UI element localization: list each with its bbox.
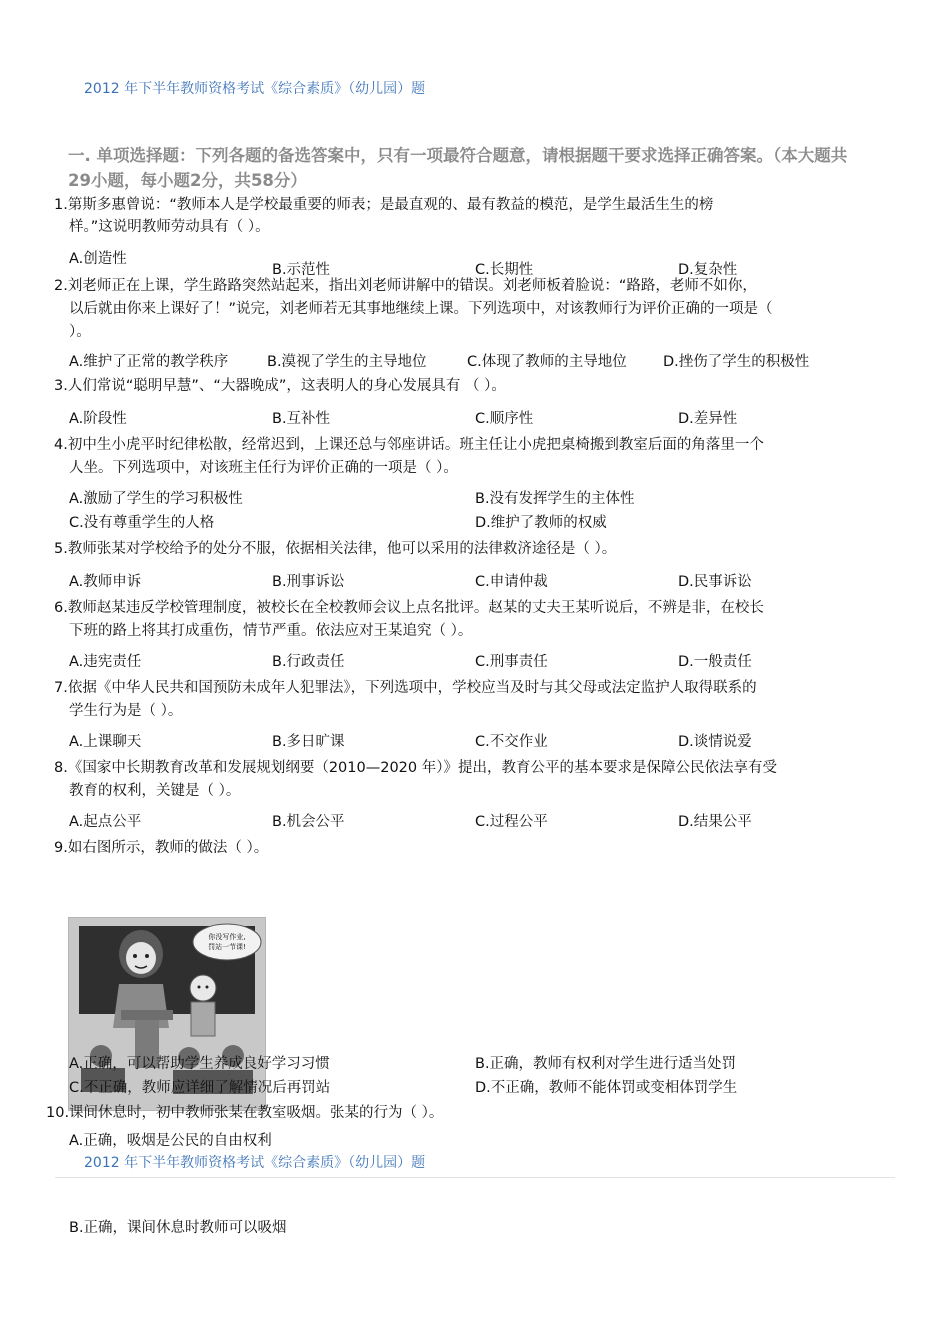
q7-option-d[interactable]: D.谈情说爱 (678, 734, 752, 750)
q7-option-c[interactable]: C.不交作业 (475, 734, 548, 750)
q6-option-b[interactable]: B.行政责任 (272, 654, 345, 670)
q5-option-c[interactable]: C.申请仲裁 (475, 574, 548, 590)
q1-option-a[interactable]: A.创造性 (69, 251, 127, 267)
q4-option-c[interactable]: C.没有尊重学生的人格 (69, 515, 215, 531)
q7-option-b[interactable]: B.多日旷课 (272, 734, 345, 750)
question-1-line-2: 样。”这说明教师劳动具有（ ）。 (69, 219, 270, 235)
q6-option-d[interactable]: D.一般责任 (678, 654, 752, 670)
q10-option-b[interactable]: B.正确，课间休息时教师可以吸烟 (69, 1220, 287, 1236)
q7-option-a[interactable]: A.上课聊天 (69, 734, 142, 750)
q8-option-b[interactable]: B.机会公平 (272, 814, 345, 830)
page-2-header-title: 2012 年下半年教师资格考试《综合素质》（幼儿园）题 (84, 1155, 426, 1171)
q3-option-c[interactable]: C.顺序性 (475, 411, 534, 427)
cartoon-bubble-line-1: 你没写作业, (208, 933, 246, 941)
q8-option-d[interactable]: D.结果公平 (678, 814, 752, 830)
q9-option-c[interactable]: C.不正确，教师应详细了解情况后再罚站 (69, 1080, 331, 1096)
question-10-line-1: 10.课间休息时，初中教师张某在教室吸烟。张某的行为（ ）。 (46, 1105, 444, 1121)
q5-option-b[interactable]: B.刑事诉讼 (272, 574, 345, 590)
q2-option-c[interactable]: C.体现了教师的主导地位 (467, 354, 627, 370)
q2-option-d[interactable]: D.挫伤了学生的积极性 (663, 354, 810, 370)
q6-option-c[interactable]: C.刑事责任 (475, 654, 548, 670)
question-9-line-1: 9.如右图所示，教师的做法（ ）。 (54, 840, 269, 856)
question-4-line-1: 4.初中生小虎平时纪律松散，经常迟到，上课还总与邻座讲话。班主任让小虎把桌椅搬到教室后面的角落里一个 (54, 437, 764, 453)
q9-option-d[interactable]: D.不正确，教师不能体罚或变相体罚学生 (475, 1080, 738, 1096)
section-heading-line2: 29小题，每小题2分，共58分） (68, 171, 307, 190)
question-4-line-2: 人坐。下列选项中，对该班主任行为评价正确的一项是（ ）。 (69, 460, 458, 476)
q2-option-a[interactable]: A.维护了正常的教学秩序 (69, 354, 229, 370)
q5-option-a[interactable]: A.教师申诉 (69, 574, 142, 590)
q9-option-b[interactable]: B.正确，教师有权利对学生进行适当处罚 (475, 1056, 737, 1072)
question-5-line-1: 5.教师张某对学校给予的处分不服，依据相关法律，他可以采用的法律救济途径是（ ）。 (54, 541, 617, 557)
question-8-line-1: 8.《国家中长期教育改革和发展规划纲要（2010—2020 年）》提出，教育公平的基本要求是保障公民依法享有受 (54, 760, 777, 776)
question-2-line-3: ）。 (69, 324, 91, 340)
q8-option-a[interactable]: A.起点公平 (69, 814, 142, 830)
q1-option-b[interactable]: B.示范性 (272, 262, 331, 278)
cartoon-bubble-line-2: 罚站一节课! (208, 943, 246, 951)
page-divider (55, 1177, 895, 1178)
q3-option-b[interactable]: B.互补性 (272, 411, 331, 427)
question-6-line-2: 下班的路上将其打成重伤，情节严重。依法应对王某追究（ ）。 (69, 623, 473, 639)
q4-option-d[interactable]: D.维护了教师的权威 (475, 515, 607, 531)
question-6-line-1: 6.教师赵某违反学校管理制度，被校长在全校教师会议上点名批评。赵某的丈夫王某听说后，不辨是非，在校长 (54, 600, 764, 616)
page-header-title: 2012 年下半年教师资格考试《综合素质》（幼儿园）题 (84, 81, 426, 97)
q5-option-d[interactable]: D.民事诉讼 (678, 574, 752, 590)
question-1-line-1: 1.第斯多惠曾说：“教师本人是学校最重要的师表；是最直观的、最有教益的模范，是学生最活生生的榜 (54, 197, 714, 213)
q3-option-d[interactable]: D.差异性 (678, 411, 738, 427)
q8-option-c[interactable]: C.过程公平 (475, 814, 548, 830)
q3-option-a[interactable]: A.阶段性 (69, 411, 127, 427)
question-2-line-1: 2.刘老师正在上课，学生路路突然站起来，指出刘老师讲解中的错误。刘老师板着脸说：“路路，老师不如你， (54, 278, 757, 294)
q10-option-a[interactable]: A.正确，吸烟是公民的自由权利 (69, 1133, 272, 1149)
q4-option-b[interactable]: B.没有发挥学生的主体性 (475, 491, 635, 507)
q9-option-a[interactable]: A.正确，可以帮助学生养成良好学习习惯 (69, 1056, 330, 1072)
section-heading-line1: 一. 单项选择题：下列各题的备选答案中，只有一项最符合题意，请根据题干要求选择正确答案。（本大题共 (68, 146, 848, 165)
q1-option-c[interactable]: C.长期性 (475, 262, 534, 278)
q4-option-a[interactable]: A.激励了学生的学习积极性 (69, 491, 243, 507)
question-2-line-2: 以后就由你来上课好了！”说完，刘老师若无其事地继续上课。下列选项中，对该教师行为评价正确的一项是（ (69, 301, 773, 317)
question-7-line-1: 7.依据《中华人民共和国预防未成年人犯罪法》，下列选项中，学校应当及时与其父母或法定监护人取得联系的 (54, 680, 757, 696)
question-8-line-2: 教育的权利，关键是（ ）。 (69, 783, 241, 799)
question-3-line-1: 3.人们常说“聪明早慧”、“大器晚成”，这表明人的身心发展具有 （ ）。 (54, 378, 506, 394)
q6-option-a[interactable]: A.违宪责任 (69, 654, 142, 670)
q2-option-b[interactable]: B.漠视了学生的主导地位 (267, 354, 427, 370)
question-7-line-2: 学生行为是（ ）。 (69, 703, 183, 719)
q1-option-d[interactable]: D.复杂性 (678, 262, 738, 278)
